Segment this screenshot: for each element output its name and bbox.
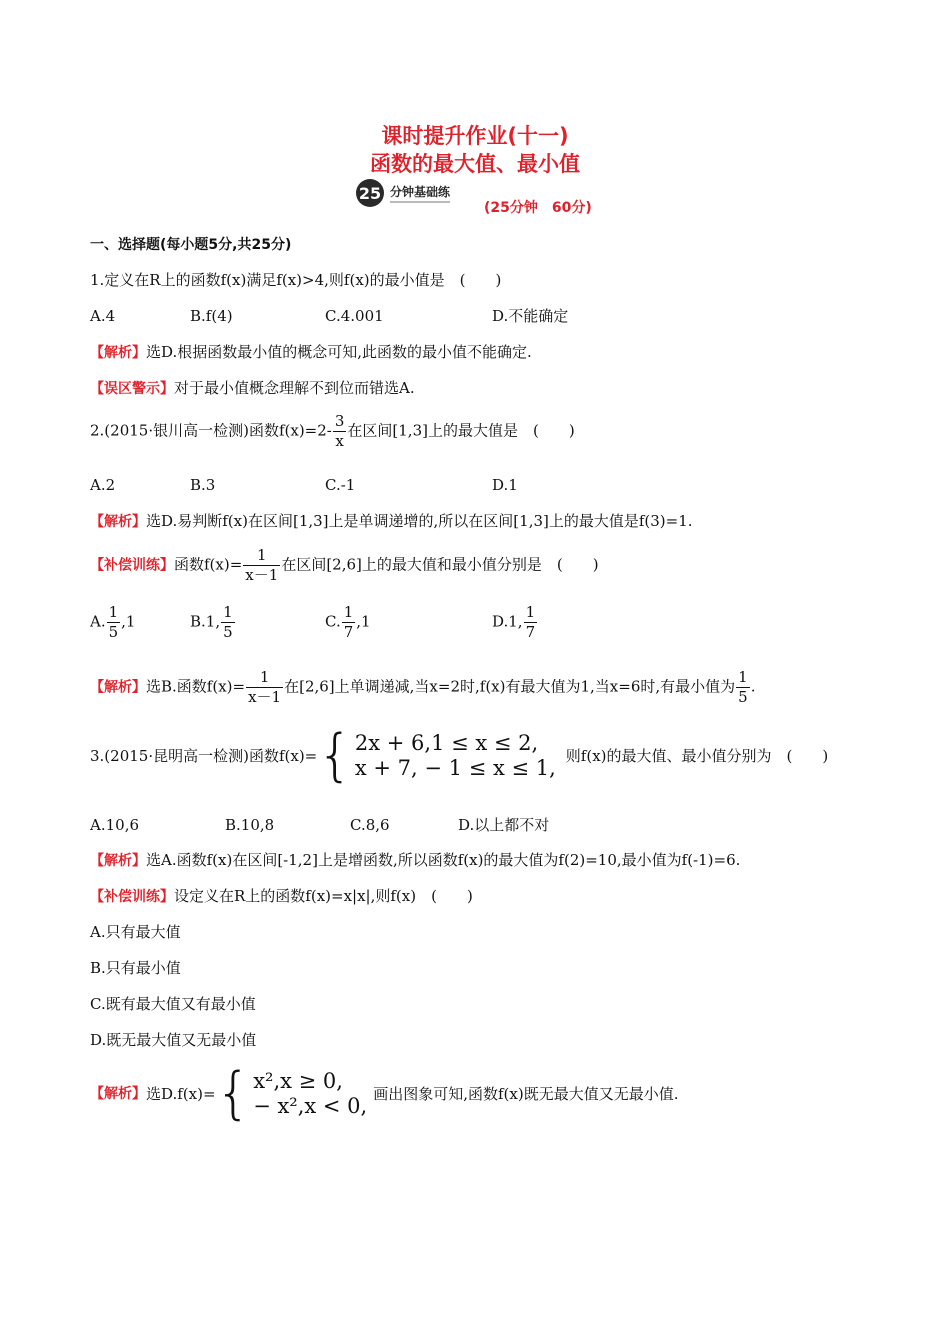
cases [253, 1069, 367, 1119]
option-suffix: ,1 [121, 612, 136, 631]
analysis-text: 选D.根据函数最小值的概念可知,此函数的最小值不能确定. [146, 343, 532, 361]
option-suffix: ,1 [356, 612, 371, 631]
piecewise [215, 1061, 368, 1126]
badge-text: 分钟基础练 [390, 183, 450, 203]
fraction [736, 670, 750, 705]
fraction [243, 548, 280, 583]
numerator: 1 [223, 603, 233, 621]
case-1: x²,x ≥ 0, [253, 1069, 343, 1093]
fraction [524, 605, 538, 640]
denominator: 5 [108, 623, 119, 641]
q1-option-c: C.4.001 [325, 307, 384, 325]
denominator: 7 [525, 623, 536, 641]
warning-tag: 【误区警示】 [90, 381, 174, 397]
badge [356, 179, 450, 207]
case-2: − x²,x < 0, [253, 1094, 368, 1118]
supp1-option-c [325, 605, 371, 640]
fraction [246, 670, 283, 705]
q2-text-pre: 2.(2015·银川高一检测)函数f(x)=2- [90, 421, 332, 440]
supp1-option-b [190, 605, 236, 640]
analysis-tag: 【解析】 [90, 1086, 146, 1102]
question-3 [90, 723, 829, 788]
q3-text-post: 则f(x)的最大值、最小值分别为 ( ) [565, 747, 829, 765]
numerator: 1 [525, 603, 536, 621]
analysis-text-post: 画出图象可知,函数f(x)既无最大值又无最小值. [373, 1085, 679, 1103]
supp1-option-a [90, 605, 135, 640]
numerator: 1 [257, 546, 267, 564]
denominator: x [333, 431, 347, 449]
q1-option-b: B.f(4) [190, 307, 233, 325]
supp1-text-pre: 函数f(x)= [174, 555, 243, 574]
fraction [221, 605, 235, 640]
analysis-text-pre: 选D.f(x)= [146, 1085, 216, 1103]
q1-option-a: A.4 [90, 307, 116, 325]
q2-option-c: C.-1 [325, 476, 356, 494]
q1-warning [90, 378, 415, 399]
analysis-text-mid: 在[2,6]上单调递减,当x=2时,f(x)有最大值为1,当x=6时,有最小值为 [284, 677, 736, 696]
analysis-text: 选A.函数f(x)在区间[-1,2]上是增函数,所以函数f(x)的最大值为f(2)=10,最小值为f(-1)=6. [146, 851, 741, 869]
page-title: 课时提升作业(十一) [381, 124, 569, 148]
supp2-option-b: B.只有最小值 [90, 959, 181, 977]
fraction [333, 414, 347, 449]
denominator: x－1 [245, 566, 279, 584]
supp1-analysis [90, 670, 755, 705]
question-2 [90, 414, 575, 449]
analysis-tag: 【解析】 [90, 679, 146, 696]
section-heading: 一、选择题(每小题5分,共25分) [90, 237, 292, 253]
case-2: x + 7, − 1 ≤ x ≤ 1, [354, 756, 556, 780]
q3-option-b: B.10,8 [225, 816, 275, 834]
question-1: 1.定义在R上的函数f(x)满足f(x)>4,则f(x)的最小值是 ( ) [90, 271, 502, 289]
q3-text-pre: 3.(2015·昆明高一检测)函数f(x)= [90, 747, 318, 765]
supplement-1 [90, 548, 599, 583]
q2-option-a: A.2 [90, 476, 116, 494]
analysis-text-pre: 选B.函数f(x)= [146, 677, 246, 696]
numerator: 1 [343, 603, 354, 621]
fraction [342, 605, 356, 640]
supp2-text: 设定义在R上的函数f(x)=x|x|,则f(x) ( ) [174, 887, 473, 905]
page-subtitle: 函数的最大值、最小值 [370, 152, 580, 176]
numerator: 1 [108, 603, 119, 621]
badge-number: 25 [356, 179, 384, 207]
supplement-tag: 【补偿训练】 [90, 557, 174, 574]
q3-analysis [90, 850, 740, 871]
q3-option-a: A.10,6 [90, 816, 139, 834]
q2-option-d: D.1 [492, 476, 518, 494]
warning-text: 对于最小值概念理解不到位而错选A. [174, 379, 415, 397]
q1-option-d: D.不能确定 [492, 307, 569, 325]
denominator: 5 [738, 688, 748, 706]
analysis-text-end: . [750, 677, 756, 696]
case-1: 2x + 6,1 ≤ x ≤ 2, [354, 731, 539, 755]
supplement-2 [90, 886, 473, 907]
option-prefix: A. [90, 612, 106, 631]
supp2-option-a: A.只有最大值 [90, 923, 181, 941]
q2-analysis [90, 511, 693, 532]
numerator: 1 [259, 668, 270, 686]
supplement-tag: 【补偿训练】 [90, 889, 174, 905]
supp2-analysis [90, 1061, 679, 1126]
fraction [107, 605, 121, 640]
option-prefix: C. [325, 612, 341, 631]
analysis-tag: 【解析】 [90, 853, 146, 869]
q2-text-post: 在区间[1,3]上的最大值是 ( ) [347, 421, 575, 440]
analysis-tag: 【解析】 [90, 345, 146, 361]
denominator: 7 [343, 623, 354, 641]
cases [355, 731, 556, 781]
analysis-tag: 【解析】 [90, 514, 146, 530]
supp1-option-d [492, 605, 538, 640]
option-prefix: D.1, [492, 612, 523, 631]
denominator: x－1 [248, 688, 282, 706]
q2-option-b: B.3 [190, 476, 216, 494]
numerator: 3 [334, 412, 345, 430]
q3-option-c: C.8,6 [350, 816, 390, 834]
numerator: 1 [738, 668, 748, 686]
denominator: 5 [223, 623, 233, 641]
q1-analysis [90, 342, 532, 363]
time-score: (25分钟 60分) [484, 200, 592, 216]
supp1-text-post: 在区间[2,6]上的最大值和最小值分别是 ( ) [281, 555, 599, 574]
supp2-option-c: C.既有最大值又有最小值 [90, 995, 256, 1013]
supp2-option-d: D.既无最大值又无最小值 [90, 1031, 257, 1049]
analysis-text: 选D.易判断f(x)在区间[1,3]上是单调递增的,所以在区间[1,3]上的最大值是f(3)=1. [146, 512, 693, 530]
brace: { [317, 723, 353, 788]
brace: { [215, 1061, 252, 1126]
option-prefix: B.1, [190, 612, 221, 631]
q3-option-d: D.以上都不对 [458, 816, 550, 834]
piecewise [317, 723, 556, 788]
